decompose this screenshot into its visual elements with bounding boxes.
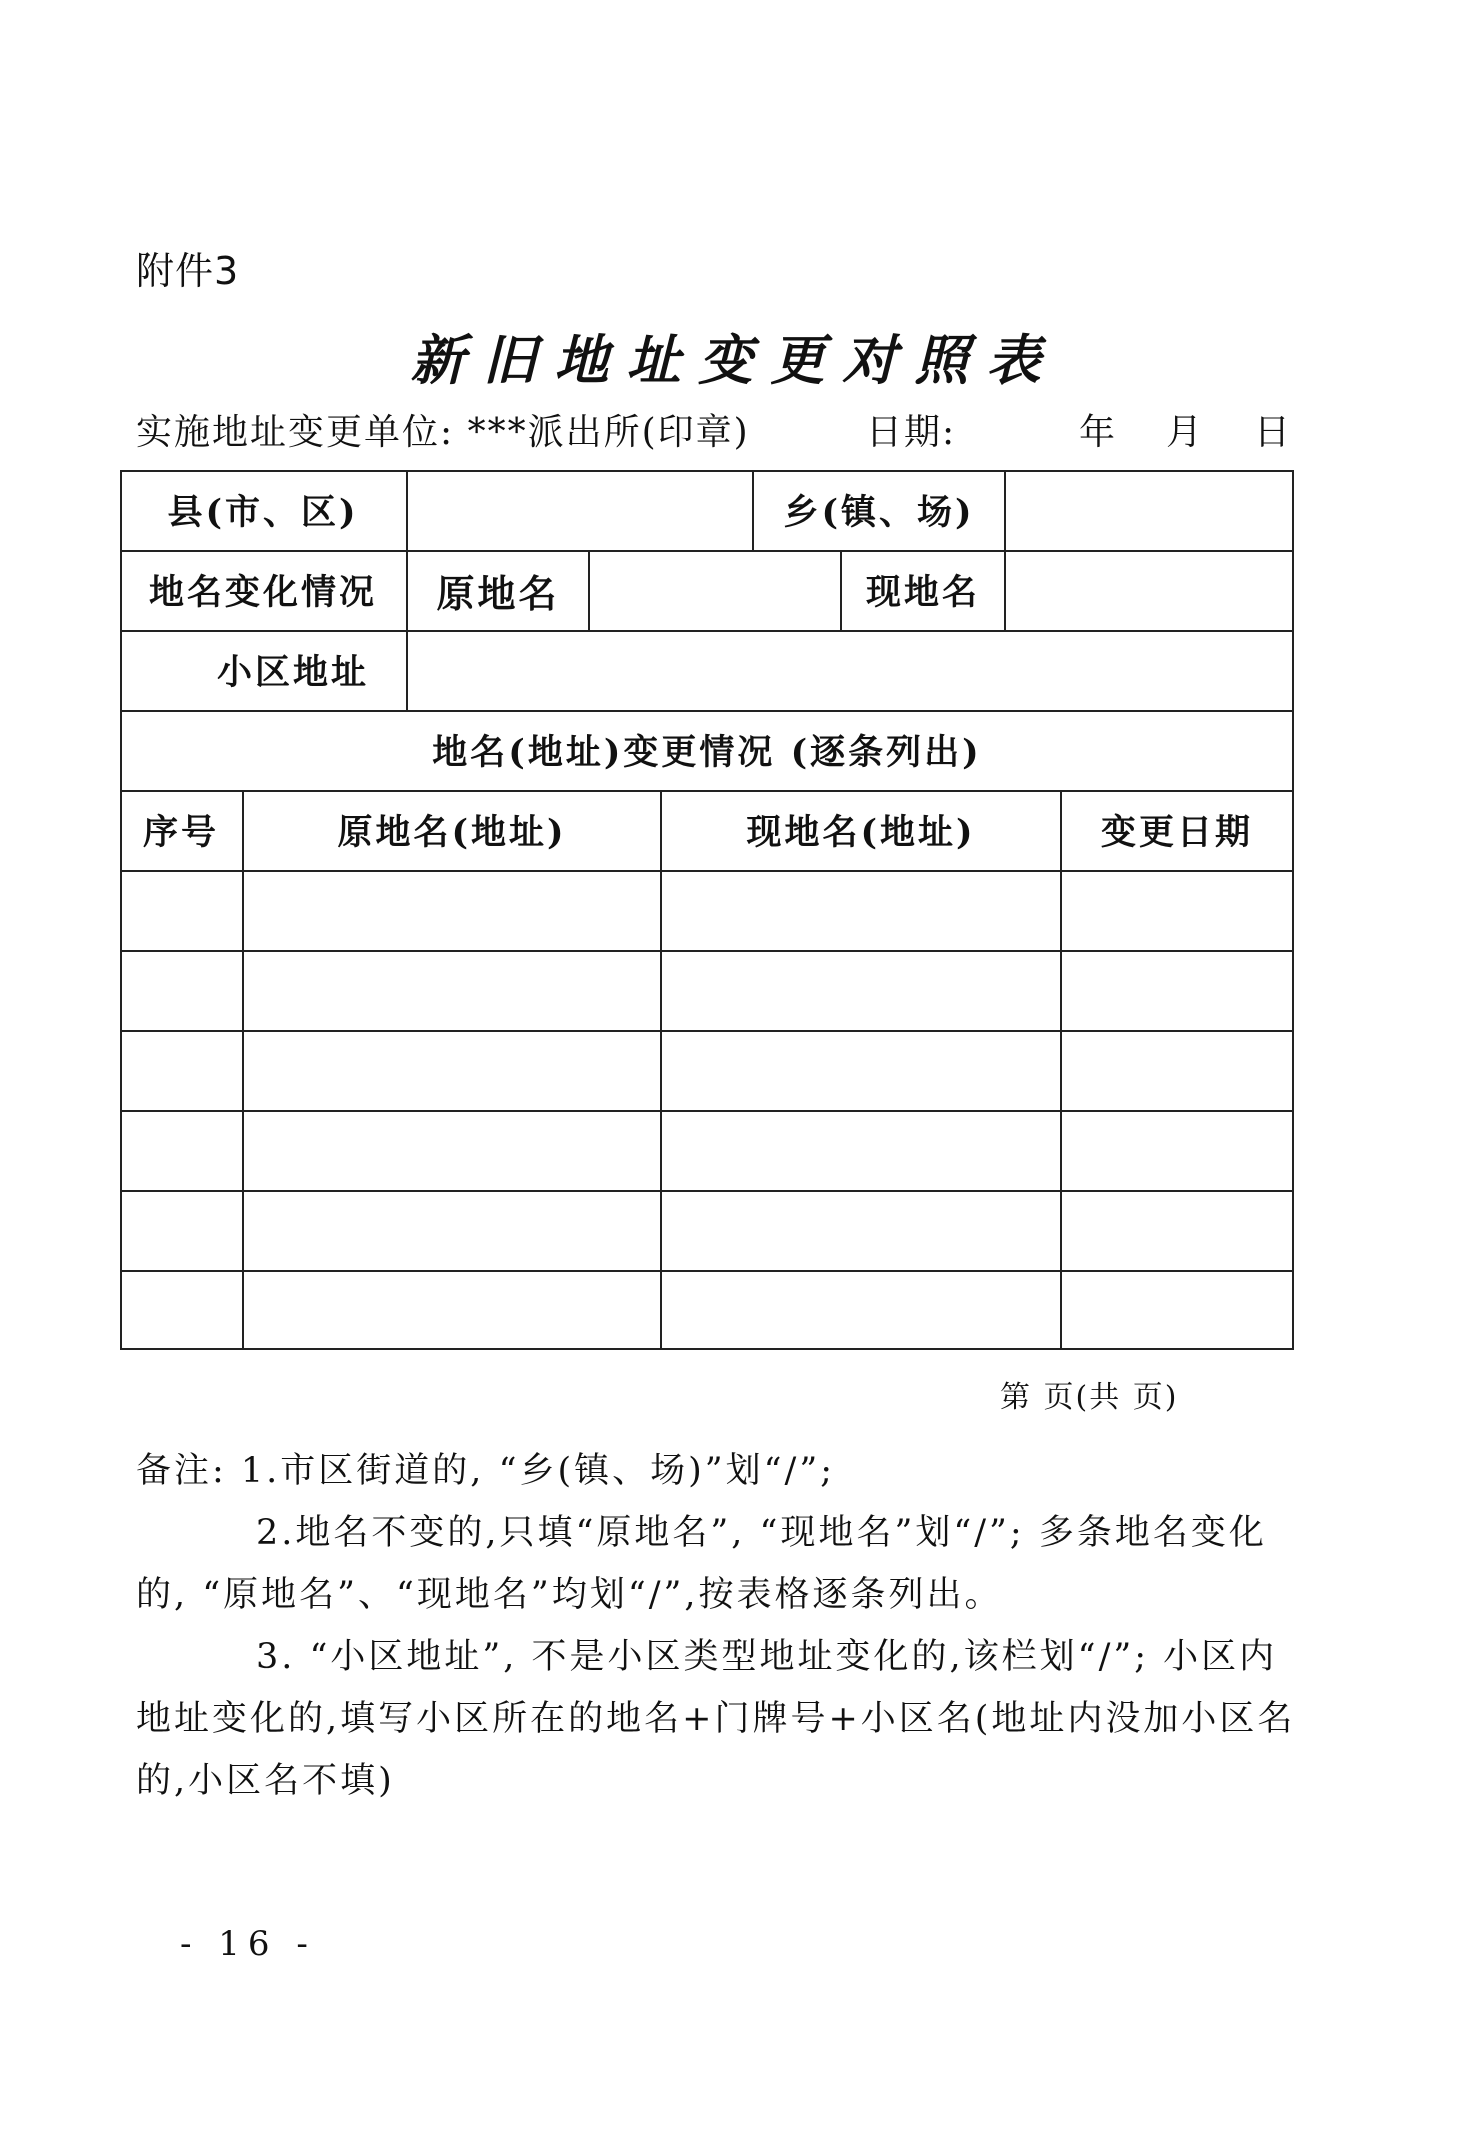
new-name-label: 现地名	[865, 572, 980, 613]
section-title: 地名(地址)变更情况 (逐条列出)	[432, 732, 982, 773]
year-label: 年	[1079, 412, 1118, 453]
name-change-label: 地名变化情况	[148, 572, 377, 613]
table-cell[interactable]	[244, 1030, 660, 1110]
community-field[interactable]	[408, 632, 1292, 710]
column-header-index: 序号	[142, 812, 219, 853]
unit-line	[136, 404, 1296, 455]
day-label: 日	[1254, 412, 1293, 453]
new-name-field[interactable]	[1006, 552, 1292, 630]
town-field[interactable]	[1006, 472, 1292, 550]
table-cell[interactable]	[120, 1270, 242, 1348]
column-header-new-address: 现地名(地址)	[746, 812, 976, 853]
table-cell[interactable]	[244, 950, 660, 1030]
table-cell[interactable]	[1062, 1030, 1292, 1110]
table-cell[interactable]	[662, 1110, 1060, 1190]
table-cell[interactable]	[244, 1110, 660, 1190]
town-label: 乡(镇、场)	[783, 492, 975, 533]
table-cell[interactable]	[244, 870, 660, 950]
notes	[136, 1440, 1300, 1812]
old-name-field[interactable]	[590, 552, 840, 630]
note-2: 2.地名不变的,只填“原地名”, “现地名”划“/”; 多条地名变化的, “原地名”、“现地名”均划“/”,按表格逐条列出。	[136, 1513, 1267, 1615]
table-cell[interactable]	[244, 1190, 660, 1270]
county-field[interactable]	[408, 472, 752, 550]
table-cell[interactable]	[1062, 950, 1292, 1030]
page-count: 第 页(共 页)	[1000, 1380, 1179, 1415]
table-cell[interactable]	[1062, 1110, 1292, 1190]
attachment-label: 附件3	[136, 249, 240, 293]
date-label: 日期:	[866, 412, 957, 453]
old-name-label: 原地名	[436, 570, 560, 616]
county-label: 县(市、区)	[167, 492, 359, 533]
page-number: - 16 -	[180, 1924, 316, 1964]
note-3: 3. “小区地址”, 不是小区类型地址变化的,该栏划“/”; 小区内地址变化的,填写小区所在的地名+门牌号+小区名(地址内没加小区名的,小区名不填)	[136, 1637, 1296, 1801]
table-cell[interactable]	[1062, 870, 1292, 950]
community-label: 小区地址	[216, 652, 369, 693]
document-title: 新旧地址变更对照表	[410, 328, 1059, 392]
column-header-old-address: 原地名(地址)	[337, 812, 567, 853]
column-header-change-date: 变更日期	[1100, 812, 1253, 853]
table-cell[interactable]	[120, 870, 242, 950]
address-change-table	[120, 470, 1294, 1350]
table-cell[interactable]	[662, 950, 1060, 1030]
unit-label: 实施地址变更单位: ***派出所(印章)	[136, 412, 750, 453]
note-1: 备注: 1.市区街道的, “乡(镇、场)”划“/”;	[136, 1451, 836, 1491]
table-cell[interactable]	[662, 1270, 1060, 1348]
table-cell[interactable]	[1062, 1190, 1292, 1270]
table-cell[interactable]	[120, 1030, 242, 1110]
table-cell[interactable]	[662, 1190, 1060, 1270]
table-cell[interactable]	[1062, 1270, 1292, 1348]
table-cell[interactable]	[120, 950, 242, 1030]
table-cell[interactable]	[662, 870, 1060, 950]
table-cell[interactable]	[120, 1190, 242, 1270]
table-cell[interactable]	[244, 1270, 660, 1348]
month-label: 月	[1166, 412, 1205, 453]
table-cell[interactable]	[120, 1110, 242, 1190]
table-cell[interactable]	[662, 1030, 1060, 1110]
